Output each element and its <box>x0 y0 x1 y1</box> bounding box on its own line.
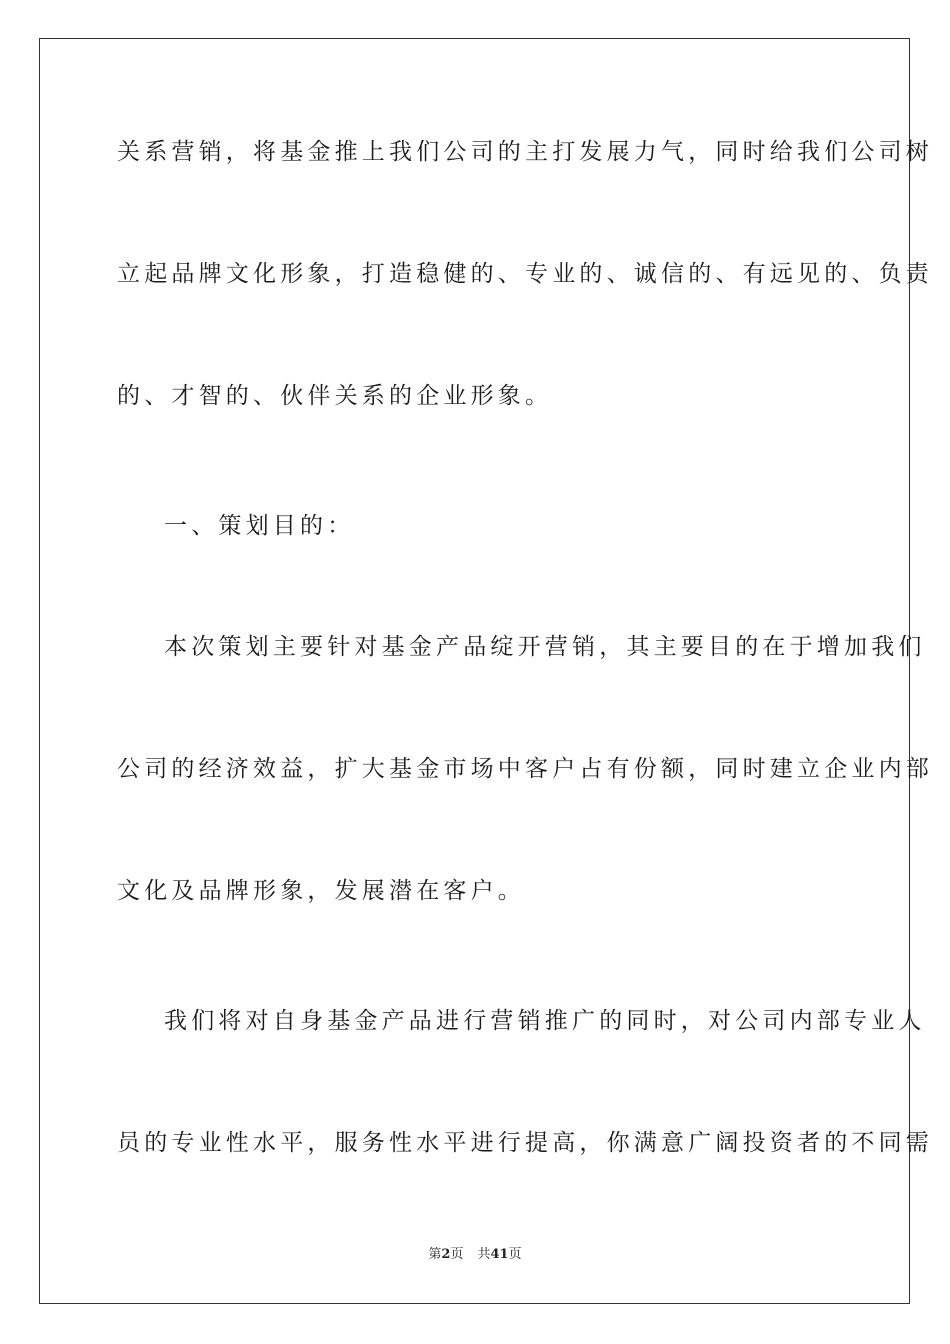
footer-total-prefix: 共 <box>477 1247 491 1262</box>
body-line-3: 的、才智的、伙伴关系的企业形象。 <box>117 383 553 409</box>
body-line-7: 文化及品牌形象，发展潜在客户。 <box>117 878 525 904</box>
section-heading: 一、策划目的： <box>164 513 355 539</box>
page-footer <box>0 1246 950 1264</box>
footer-page-prefix: 第 <box>428 1247 442 1262</box>
page-border <box>39 38 933 1304</box>
body-line-2: 立起品牌文化形象，打造稳健的、专业的、诚信的、有远见的、负责 <box>117 261 933 287</box>
footer-page-number: 2 <box>441 1247 451 1262</box>
body-line-1: 关系营销，将基金推上我们公司的主打发展力气，同时给我们公司树 <box>117 139 933 165</box>
footer-total-pages: 41 <box>490 1247 509 1262</box>
body-line-5: 本次策划主要针对基金产品绽开营销，其主要目的在于增加我们 <box>164 634 926 660</box>
body-line-9: 员的专业性水平，服务性水平进行提高，你满意广阔投资者的不同需 <box>117 1130 933 1156</box>
body-line-8: 我们将对自身基金产品进行营销推广的同时，对公司内部专业人 <box>164 1008 926 1034</box>
footer-total-suffix: 页 <box>508 1247 522 1262</box>
footer-page-suffix: 页 <box>450 1247 464 1262</box>
body-line-6: 公司的经济效益，扩大基金市场中客户占有份额，同时建立企业内部 <box>117 756 933 782</box>
